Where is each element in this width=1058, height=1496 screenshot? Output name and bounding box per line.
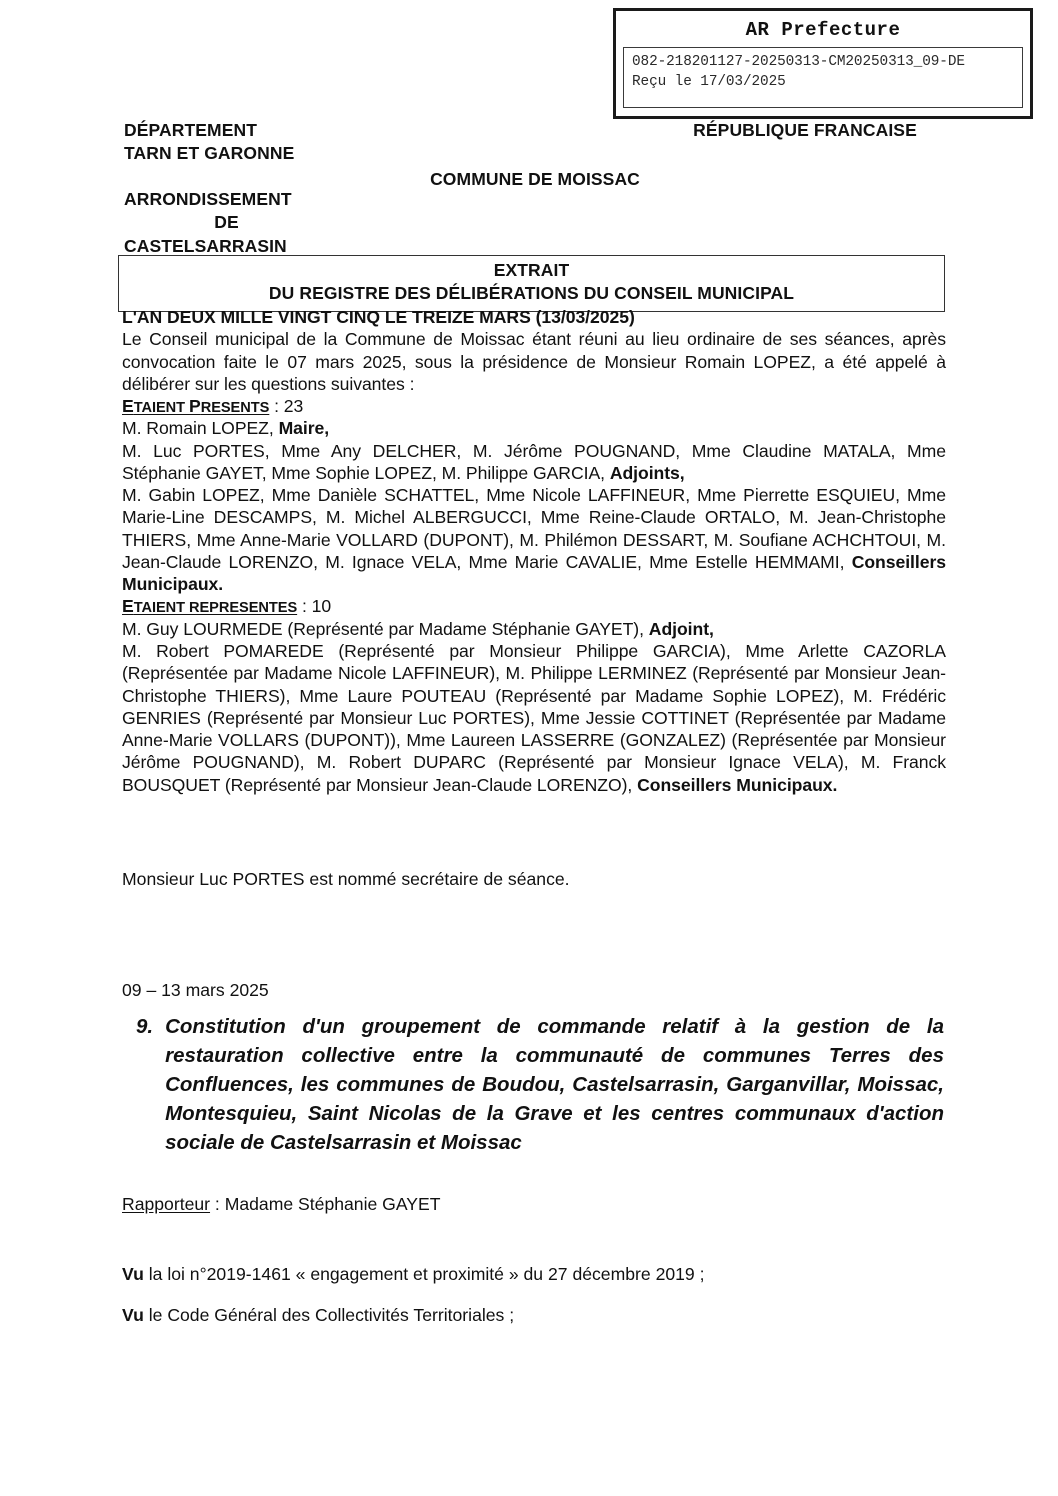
deliberation-number-date: 09 – 13 mars 2025 <box>122 980 269 1000</box>
rapporteur-value: : Madame Stéphanie GAYET <box>210 1194 441 1214</box>
visa-1-prefix: Vu <box>122 1264 144 1284</box>
arrondissement-block <box>124 188 329 258</box>
department-name: TARN ET GARONNE <box>124 143 295 164</box>
presents-label: ETAIENT PRESENTS <box>122 396 270 416</box>
arrondissement-label: ARRONDISSEMENT <box>124 189 292 209</box>
represented-count-line <box>122 595 946 617</box>
adjoints-names: M. Luc PORTES, Mme Any DELCHER, M. Jérôme POUGNAND, Mme Claudine MATALA, Mme Stéphanie GAYET, Mme Sophie LOPEZ, M. Philippe GARCIA, <box>122 440 946 483</box>
represented-conseillers-line <box>122 640 946 796</box>
arrondissement-name: CASTELSARRASIN <box>124 235 287 256</box>
represented-conseillers-names: M. Robert POMAREDE (Représenté par Monsieur Philippe GARCIA), Mme Arlette CAZORLA (Représentée par Madame Nicole LAFFINEUR), M. Philippe LERMINEZ (Représenté par Monsieur Jean-Christophe THIERS), Mme Laure POUTEAU (Représenté par Madame Sophie LOPEZ), M. Frédéric GENRIES (Représenté par Monsieur Luc PORTES), Mme Jessie COTTINET (Représentée par Madame Anne-Marie VOLLARS (DUPONT)), Mme Laureen LASSERRE (GONZALEZ) (Représentée par Monsieur Jérôme POUGNAND), M. Robert DUPARC (Représenté par Monsieur Ignace VELA), M. Franck BOUSQUET (Représenté par Monsieur Jean-Claude LORENZO), <box>122 641 946 795</box>
session-date-heading: L'AN DEUX MILLE VINGT CINQ LE TREIZE MARS (13/03/2025) <box>122 307 635 327</box>
secretary-line: Monsieur Luc PORTES est nommé secrétaire de séance. <box>122 869 570 889</box>
extrait-line-2: DU REGISTRE DES DÉLIBÉRATIONS DU CONSEIL MUNICIPAL <box>268 283 795 304</box>
republic-title: RÉPUBLIQUE FRANCAISE <box>693 120 917 140</box>
deliberation-title-text: Constitution d'un groupement de commande relatif à la gestion de la restauration collective entre la communauté de communes Terres des Confluences, les communes de Boudou, Castelsarrasin, Garganvillar, Moissac, Montesquieu, Saint Nicolas de la Grave et les centres communaux d'action sociale de Castelsarrasin et Moissac <box>165 1015 944 1155</box>
adjoints-role: Adjoints, <box>609 462 685 483</box>
maire-line: M. Romain LOPEZ, Maire, <box>122 418 330 439</box>
conseillers-present-line <box>122 484 946 595</box>
presents-count: : 23 <box>269 396 304 416</box>
conseillers-present-role: Conseillers Municipaux. <box>122 551 946 595</box>
visa-line-1 <box>122 1264 704 1285</box>
extrait-line-1: EXTRAIT <box>493 260 570 280</box>
represented-count: : 10 <box>297 596 332 617</box>
department-label: DÉPARTEMENT <box>124 120 257 140</box>
deliberation-item-number: 9. <box>136 1015 154 1038</box>
department-block <box>124 119 294 166</box>
commune-title: COMMUNE DE MOISSAC <box>430 169 640 189</box>
session-intro-paragraph: Le Conseil municipal de la Commune de Moissac étant réuni au lieu ordinaire de ses séances, après convocation faite le 07 mars 2025, sous la présidence de Monsieur Romain LOPEZ, a été appelé à délibérer sur les questions suivantes : <box>122 329 946 394</box>
adjoints-line <box>122 440 946 485</box>
visa-1-text: la loi n°2019-1461 « engagement et proximité » du 27 décembre 2019 ; <box>143 1264 705 1284</box>
represented-label: ETAIENT REPRESENTES <box>122 596 298 617</box>
arrondissement-de: DE <box>214 212 239 233</box>
extrait-box <box>118 255 945 312</box>
represented-adjoint-name: M. Guy LOURMEDE (Représenté par Madame Stéphanie GAYET), <box>122 618 649 639</box>
deliberation-title-block <box>136 1012 944 1158</box>
conseillers-present-names: M. Gabin LOPEZ, Mme Danièle SCHATTEL, Mme Nicole LAFFINEUR, Mme Pierrette ESQUIEU, Mme Marie-Line DESCAMPS, M. Michel ALBERGUCCI, Mme Reine-Claude ORTALO, M. Jean-Christophe THIERS, Mme Anne-Marie VOLLARD (DUPONT), M. Philémon DESSART, M. Soufiane ACHCHTOUI, M. Jean-Claude LORENZO, M. Ignace VELA, Mme Marie CAVALIE, Mme Estelle HEMMAMI, <box>122 485 946 572</box>
document-body <box>122 306 946 796</box>
rapporteur-line <box>122 1194 441 1215</box>
represented-adjoint-line <box>122 618 946 640</box>
ar-stamp-reference: 082-218201127-20250313-CM20250313_09-DE <box>632 54 965 70</box>
represented-adjoint-role: Adjoint, <box>648 618 714 639</box>
visa-line-2 <box>122 1305 514 1326</box>
visa-2-prefix: Vu <box>122 1305 144 1325</box>
ar-stamp-received-date: Reçu le 17/03/2025 <box>632 73 786 90</box>
ar-prefecture-stamp <box>613 8 1033 119</box>
represented-conseillers-role: Conseillers Municipaux. <box>637 774 838 795</box>
rapporteur-label: Rapporteur <box>122 1194 211 1214</box>
ar-stamp-title: AR Prefecture <box>745 19 901 41</box>
maire-role: Maire, <box>278 418 330 439</box>
ar-stamp-details <box>623 47 1023 108</box>
visa-2-text: le Code Général des Collectivités Territoriales ; <box>143 1305 515 1325</box>
maire-name: M. Romain LOPEZ <box>122 418 269 439</box>
presents-count-line <box>122 395 946 417</box>
